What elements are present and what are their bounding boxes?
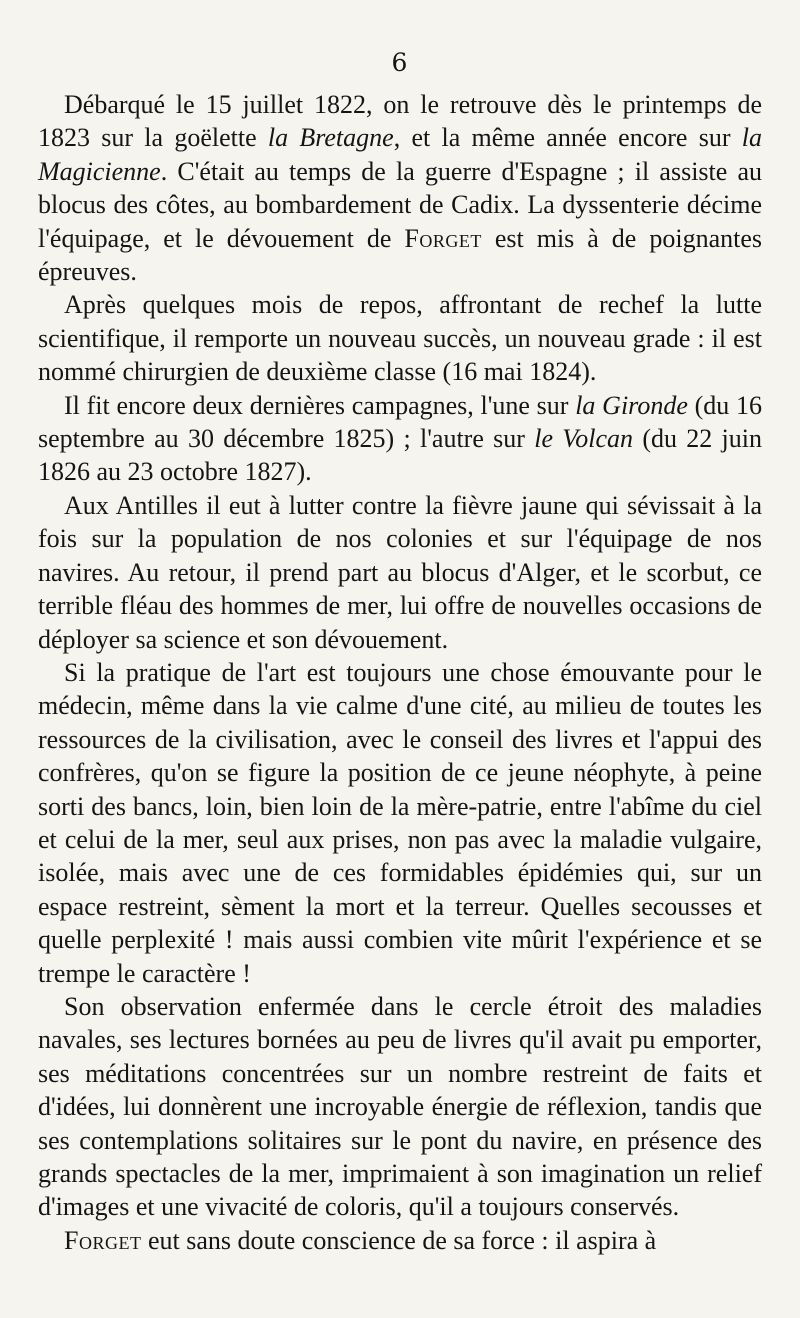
paragraph — [38, 656, 762, 990]
paragraph — [38, 489, 762, 656]
page-number: 6 — [391, 48, 409, 77]
text-segment: Il fit encore deux dernières campagnes, l'une sur — [64, 390, 576, 420]
text-segment: , et la même année encore sur — [393, 123, 742, 153]
text-segment: Son observation enfermée dans le cercle étroit des maladies navales, ses lectures bornées au peu de livres qu'il avait pu emporter, ses méditations concentrées sur un nombre restreint de faits et d'idées, lui donnèrent une incroyable énergie de réflexion, tandis que ses contemplations solitaires sur le pont du navire, en présence des grands spectacles de la mer, imprimaient à son imagination un relief d'images et une vivacité de coloris, qu'il a toujours conservés. — [38, 991, 762, 1222]
text-segment: Si la pratique de l'art est toujours une chose émouvante pour le médecin, même dans la vie calme d'une cité, au milieu de toutes les ressources de la civilisation, avec le conseil des livres et l'appui des confrères, qu'on se figure la position de ce jeune néophyte, à peine sorti des bancs, loin, bien loin de la mère-patrie, entre l'abîme du ciel et celui de la mer, seul aux prises, non pas avec la maladie vulgaire, isolée, mais avec une de ces formidables épidémies qui, sur un espace restreint, sèment la mort et la terreur. Quelles secousses et quelle perplexité ! mais aussi combien vite mûrit l'expérience et se trempe le caractère ! — [38, 657, 762, 988]
paragraph — [38, 990, 762, 1224]
paragraph — [38, 88, 762, 288]
text-segment: . C'était au temps de la guerre d'Espagne ; il assiste au blocus des côtes, au bombardement de Cadix. La dyssenterie décime l'équipage, et le dévouement de — [38, 156, 762, 253]
text-segment: Débarqué le 15 juillet 1822, on le retrouve dès le printemps de 1823 sur la goëlette — [38, 90, 762, 153]
paragraph — [38, 288, 762, 388]
italic-text: la Bretagne — [267, 123, 394, 153]
body-text — [38, 88, 762, 1257]
small-caps-name: Forget — [64, 1225, 142, 1255]
text-segment: Aux Antilles il eut à lutter contre la fièvre jaune qui sévissait à la fois sur la population de nos colonies et sur l'équipage de nos navires. Au retour, il prend part au blocus d'Alger, et le scorbut, ce terrible fléau des hommes de mer, lui offre de nouvelles occasions de déployer sa science et son dévouement. — [38, 490, 762, 654]
paragraph — [38, 389, 762, 489]
text-segment: Après quelques mois de repos, affrontant de rechef la lutte scientifique, il remporte un nouveau succès, un nouveau grade : il est nommé chirurgien de deuxième classe (16 mai 1824). — [38, 290, 762, 387]
italic-text: le Volcan — [534, 424, 634, 454]
text-segment: (du 22 juin 1826 au 23 octobre 1827). — [38, 424, 762, 487]
paragraph — [38, 1224, 762, 1257]
italic-text: la Gironde — [575, 390, 688, 420]
italic-text: la Magicienne — [38, 123, 762, 186]
small-caps-name: Forget — [404, 223, 482, 253]
text-segment: est mis à de poignantes épreuves. — [38, 223, 762, 287]
text-segment: (du 16 septembre au 30 décembre 1825) ; l'autre sur — [38, 390, 762, 454]
text-segment: eut sans doute conscience de sa force : il aspira à — [141, 1225, 657, 1255]
